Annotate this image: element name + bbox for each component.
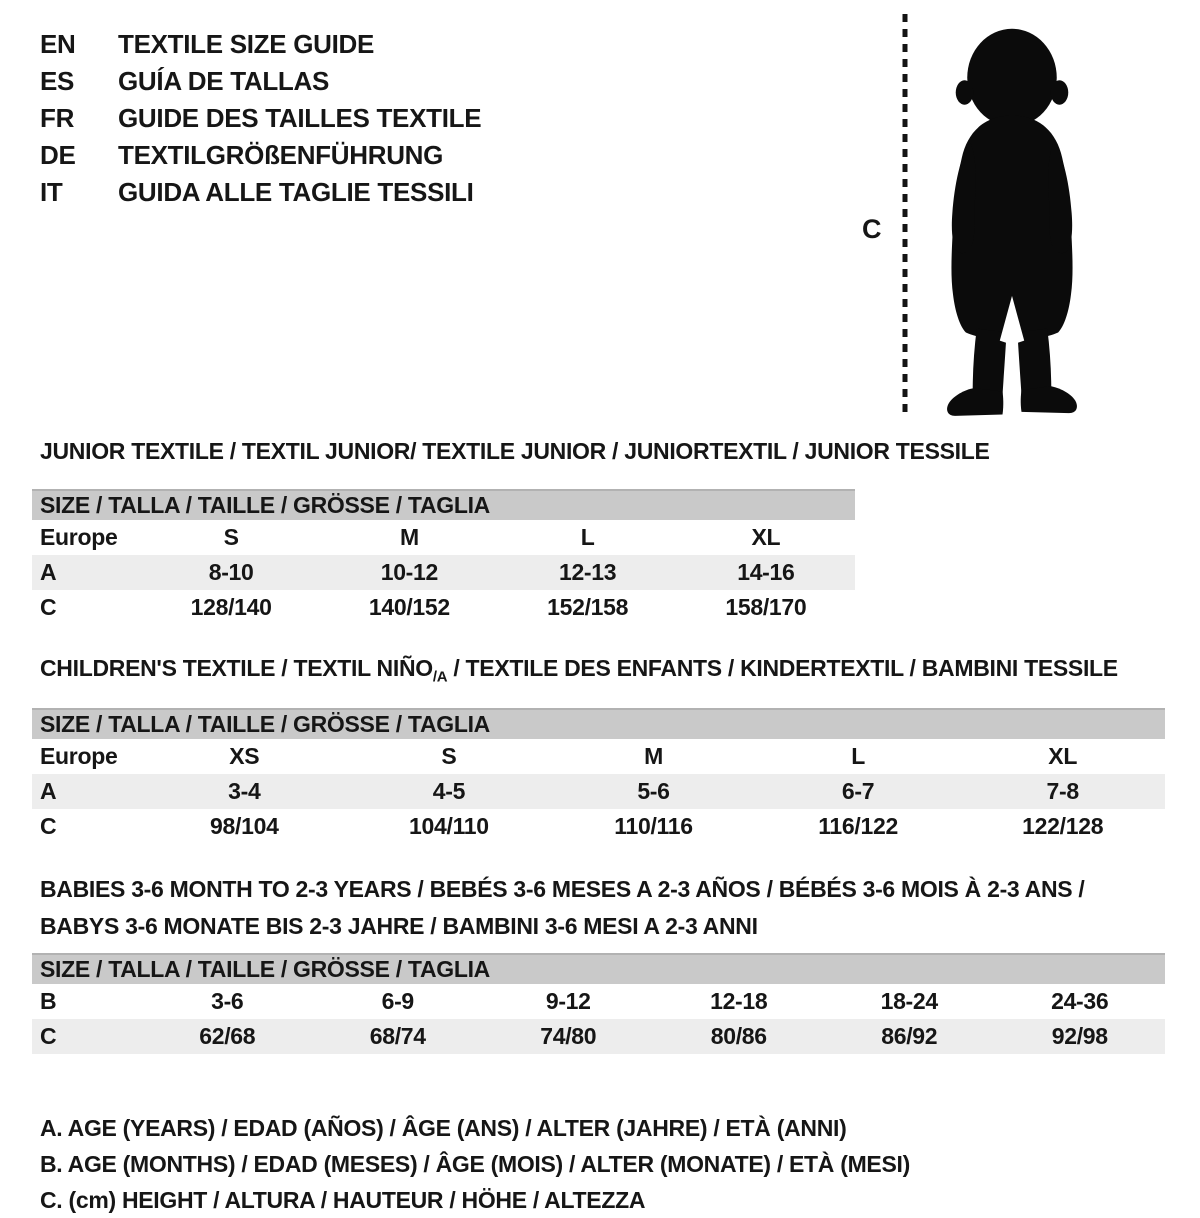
size-cell: 18-24 [880,987,938,1014]
language-label: GUÍA DE TALLAS [118,66,330,96]
table-row-height [32,1019,1165,1054]
language-code: FR [40,103,75,133]
table-row-height [32,590,855,625]
children-section-heading [40,655,1200,686]
table-row-age [32,774,1165,809]
measurement-figure [862,14,1152,424]
language-code: DE [40,140,76,170]
language-row [40,137,481,174]
row-label: B [40,987,57,1014]
legend-line-a: A. AGE (YEARS) / EDAD (AÑOS) / ÂGE (ANS) / ALTER (JAHRE) / ETÀ (ANNI) [40,1114,847,1141]
size-cell: 7-8 [1046,777,1079,804]
size-cell: 116/122 [818,812,898,839]
language-row [40,26,481,63]
heading-subscript: /A [432,668,448,686]
language-label: TEXTILGRÖßENFÜHRUNG [118,140,444,170]
table-row-europe [32,739,1165,774]
row-label: C [40,594,57,620]
measurement-legend [40,1110,1200,1218]
size-cell: 10-12 [380,559,439,585]
junior-section-heading: JUNIOR TEXTILE / TEXTIL JUNIOR/ TEXTILE JUNIOR / JUNIORTEXTIL / JUNIOR TESSILE [40,438,990,464]
babies-section-heading-line2: BABYS 3-6 MONATE BIS 2-3 JAHRE / BAMBINI 3-6 MESI A 2-3 ANNI [40,912,758,939]
size-cell: S [441,742,457,769]
size-cell: 62/68 [199,1022,256,1049]
heading-text: CHILDREN'S TEXTILE / TEXTIL NIÑO [40,655,433,681]
size-cell: 3-6 [211,987,244,1014]
language-row [40,63,481,100]
children-size-table [32,708,1165,844]
size-cell: XS [229,742,260,769]
size-cell: 104/110 [409,812,489,839]
size-cell: S [223,524,239,550]
page-header [0,0,1200,430]
language-label: TEXTILE SIZE GUIDE [118,29,375,59]
size-cell: 6-9 [381,987,414,1014]
language-code: IT [40,177,63,207]
size-band-header: SIZE / TALLA / TAILLE / GRÖSSE / TAGLIA [32,489,855,520]
size-cell: 12-18 [710,987,768,1014]
size-cell: 92/98 [1051,1022,1108,1049]
size-cell: 110/116 [614,812,693,839]
language-title-list [40,26,481,211]
size-cell: 12-13 [558,559,617,585]
language-row [40,100,481,137]
size-cell: 4-5 [432,777,466,804]
size-cell: 6-7 [841,777,875,804]
babies-section-heading-line1: BABIES 3-6 MONTH TO 2-3 YEARS / BEBÉS 3-6 MESES A 2-3 AÑOS / BÉBÉS 3-6 MOIS À 2-3 ANS / [40,875,1085,902]
table-row-europe [32,520,855,555]
size-cell: 152/158 [547,594,629,620]
section-junior-textile [0,438,1200,625]
size-cell: 140/152 [368,594,450,620]
language-label: GUIDA ALLE TAGLIE TESSILI [118,177,474,207]
size-cell: L [580,524,595,550]
size-cell: XL [1048,742,1078,769]
row-label: Europe [40,524,118,550]
language-code: ES [40,66,75,96]
row-label: A [40,777,57,804]
language-row [40,174,481,211]
size-cell: 3-4 [228,777,261,804]
legend-line-b: B. AGE (MONTHS) / EDAD (MESES) / ÂGE (MOIS) / ALTER (MONATE) / ETÀ (MESI) [40,1150,910,1177]
babies-size-table [32,953,1165,1054]
size-cell: 14-16 [737,559,795,585]
size-cell: 128/140 [190,594,272,620]
size-cell: 158/170 [725,594,807,620]
table-row-months [32,984,1165,1019]
size-cell: 80/86 [710,1022,767,1049]
height-measure-label: C [862,214,882,244]
legend-line-c: C. (cm) HEIGHT / ALTURA / HAUTEUR / HÖHE / ALTEZZA [40,1186,646,1213]
table-row-age [32,555,855,590]
height-measure-dashed-line [902,14,908,419]
section-childrens-textile [0,655,1200,844]
size-cell: 5-6 [637,777,670,804]
size-band-header: SIZE / TALLA / TAILLE / GRÖSSE / TAGLIA [32,953,1165,984]
junior-size-table [32,489,855,625]
row-label: C [40,1022,57,1049]
size-band-header: SIZE / TALLA / TAILLE / GRÖSSE / TAGLIA [32,708,1165,739]
size-cell: 74/80 [540,1022,597,1049]
row-label: C [40,812,57,839]
section-babies-textile [0,871,1200,1054]
row-label: Europe [40,742,118,769]
language-code: EN [40,29,76,59]
row-label: A [40,559,57,585]
size-cell: 8-10 [208,559,254,585]
size-cell: 122/128 [1022,812,1104,839]
size-cell: 86/92 [881,1022,938,1049]
baby-silhouette [922,22,1102,422]
size-cell: 68/74 [369,1022,426,1049]
size-cell: M [399,524,419,550]
heading-text: / TEXTILE DES ENFANTS / KINDERTEXTIL / BAMBINI TESSILE [447,655,1118,681]
language-label: GUIDE DES TAILLES TEXTILE [118,103,482,133]
size-cell: 9-12 [545,987,591,1014]
size-cell: L [851,742,865,769]
size-cell: XL [751,524,781,550]
size-cell: M [644,742,663,769]
size-cell: 24-36 [1051,987,1109,1014]
size-cell: 98/104 [210,812,279,839]
table-row-height [32,809,1165,844]
